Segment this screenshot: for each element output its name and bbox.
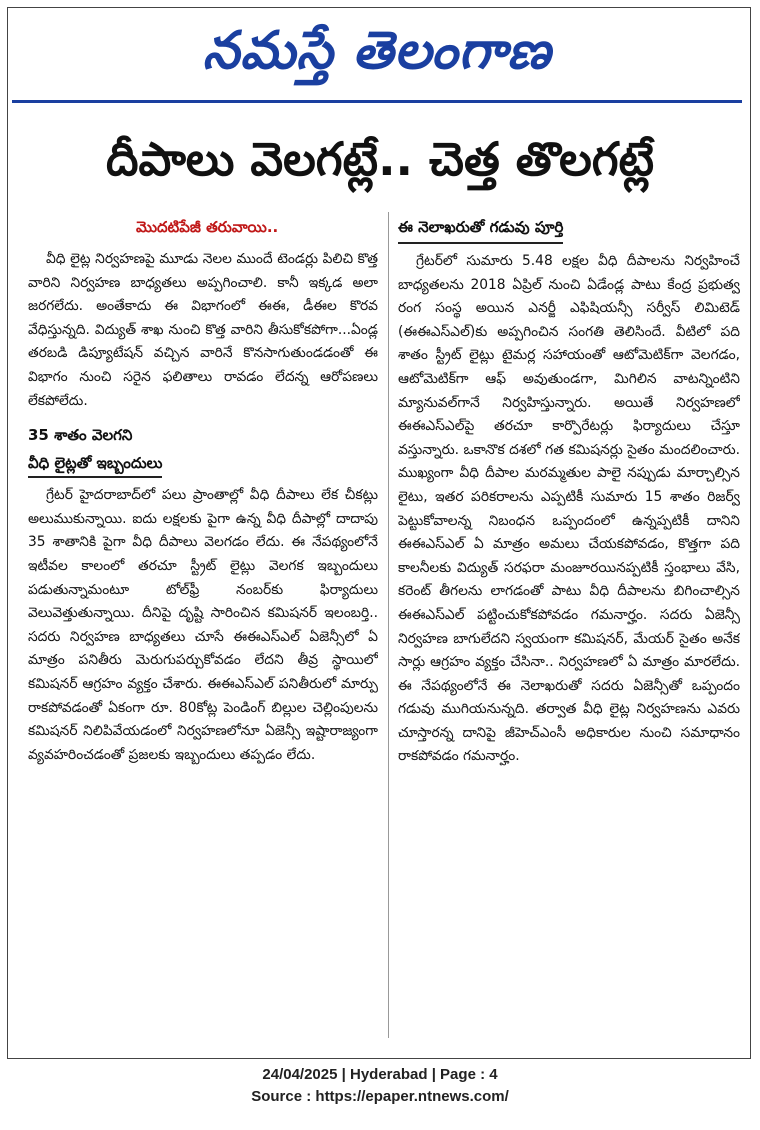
footer xyxy=(0,1064,760,1108)
subhead-line-1: 35 శాతం వెలగని xyxy=(28,426,133,445)
masthead-logo: నమస్తే తెలంగాణ xyxy=(202,20,552,81)
continued-label: మొదటిపేజీ తరువాయి.. xyxy=(136,218,279,236)
masthead-divider xyxy=(12,100,742,103)
footer-source: Source : https://epaper.ntnews.com/ xyxy=(251,1088,509,1105)
footer-date-location: 24/04/2025 | Hyderabad | Page : 4 xyxy=(262,1066,498,1083)
body-paragraph-left: గ్రేటర్‌ హైదరాబాద్‌లో పలు ప్రాంతాల్లో వీధి దీపాలు లేక చీకట్లు అలుముకున్నాయి. ఐదు లక్షలకు పైగా ఉన్న వీధి దీపాల్లో దాదాపు 35 శాతానికి పైగా వీధి దీపాలు వెలగడం లేదు. ఈ నేపథ్యంలోనే ఇటీవల కాలంలో తరచూ స్ట్రీట్‌ లైట్లు వెలగక ఇబ్బందులు పడుతున్నామంటూ టోల్‌ఫ్రీ నంబర్‌కు ఫిర్యాదులు వెలువెత్తుతున్నాయి. దీనిపై దృష్టి సారించిన కమిషనర్‌ ఇలంబర్తి.. సదరు నిర్వహణ బాధ్యతలు చూసే ఈఈఎస్‌ఎల్‌ ఏజెన్సీలో ఏ మాత్రం పనితీరు మెరుగుపర్చుకోవడం లేదని తీవ్ర స్థాయిలో కమిషనర్‌ ఆగ్రహం వ్యక్తం చేశారు. ఈఈఎస్‌ఎల్‌ పనితీరులో మార్పు రాకపోవడంతో ఏకంగా రూ. 80కోట్ల పెండింగ్‌ బిల్లుల చెల్లింపులను కమిషనర్‌ నిలిపివేయడంలో నిర్వహణలోనూ ఏజెన్సీ ఇష్టారాజ్యంగా వ్యవహరించడంతో ప్రజలకు ఇబ్బందులు తప్పడం లేదు. xyxy=(28,487,378,763)
column-divider xyxy=(388,212,389,1038)
intro-paragraph: వీధి లైట్ల నిర్వహణపై మూడు నెలల ముందే టెండర్లు పిలిచి కొత్త వారిని నిర్వహణ బాధ్యతలు అప్పగించాలి. కానీ ఇక్కడ అలా జరగలేదు. అంతేకాదు ఈ విభాగంలో ఈఈ, డీఈల కొరవ వేధిస్తున్నది. విద్యుత్‌ శాఖ నుంచి కొత్త వారిని తీసుకోకపోగా...ఏండ్ల తరబడి డిప్యూటేషన్‌ వచ్చిన వారినే కొనసాగుతుండడంతో ఈ విభాగం నుంచి సరైన ఫలితాలు రావడం లేదన్న ఆరోపణలు లేకపోలేదు. xyxy=(28,251,378,409)
article-headline: దీపాలు వెలగట్లే.. చెత్త తొలగట్లే xyxy=(105,132,655,186)
body-paragraph-right: గ్రేటర్‌లో సుమారు 5.48 లక్షల వీధి దీపాలను నిర్వహించే బాధ్యతలను 2018 ఏప్రిల్‌ నుంచి ఏడేండ్ల పాటు కేంద్ర ప్రభుత్వ రంగ సంస్థ అయిన ఎనర్జీ ఎఫిషియన్సీ సర్వీస్‌ లిమిటెడ్‌ (ఈఈఎస్‌ఎల్‌)కు అప్పగించిన సంగతి తెలిసిందే. వీటిలో పది శాతం స్ట్రీట్‌ లైట్లు టైమర్ల సహాయంతో ఆటోమెటిక్‌గా వెలగడం, ఆటోమెటిక్‌గా ఆఫ్‌ అవుతుండగా, మిగిలిన వాటన్నింటిని మ్యానువల్‌గానే నిర్వహిస్తున్నారు. అయితే నిర్వహణలో ఈఈఎస్‌ఎల్‌పై తరచూ కార్పొరేటర్లు ఫిర్యాదులు చేస్తూ వస్తున్నారు. ఒకానొక దశలో గత కమిషనర్లు సైతం మందలించారు. ముఖ్యంగా వీధి దీపాల మరమ్మతుల పాలై నప్పుడు మార్చాల్సిన లైటు, ఇతర పరికరాలను ఎప్పటికీ సుమారు 15 శాతం రిజర్వ్‌ పెట్టుకోవాలన్న నిబంధన ఒప్పందంలో ఉన్నప్పటికీ దానిని ఈఈఎస్‌ఎల్‌ ఏ మాత్రం అమలు చేయకపోవడం, కొత్తగా పది కాలనీలకు విద్యుత్‌ సరఫరా మంజూరయినప్పటికీ స్తంభాలు వేసి, కరెంట్‌ తీగలను లాగడంతో పాటు వీధి దీపాలను బిగించాల్సిన ఈఈఎస్‌ఎల్‌ పట్టించుకోకపోవడం గమనార్హం. సదరు ఏజెన్సీ నిర్వహణ బాగులేదని స్వయంగా కమిషనర్‌, మేయర్‌ సైతం అనేక సార్లు ఆగ్రహం వ్యక్తం చేసినా.. నిర్వహణలో ఏ మాత్రం మారలేదు. ఈ నేపథ్యంలోనే ఈ నెలాఖరుతో సదరు ఏజెన్సీతో ఒప్పందం గడువు ముగియనున్నది. తర్వాత వీధి లైట్ల నిర్వహణను ఎవరు చూస్తారన్న దానిపై జీహెచ్‌ఎంసీ అధికారుల నుంచి సమాధానం రాకపోవడం గమనార్హం. xyxy=(398,253,740,765)
right-column xyxy=(398,210,740,1050)
left-column xyxy=(28,210,378,1050)
subhead-line-2: వీధి లైట్లతో ఇబ్బందులు xyxy=(28,450,162,478)
right-subhead: ఈ నెలాఖరుతో గడువు పూర్తి xyxy=(398,212,563,244)
